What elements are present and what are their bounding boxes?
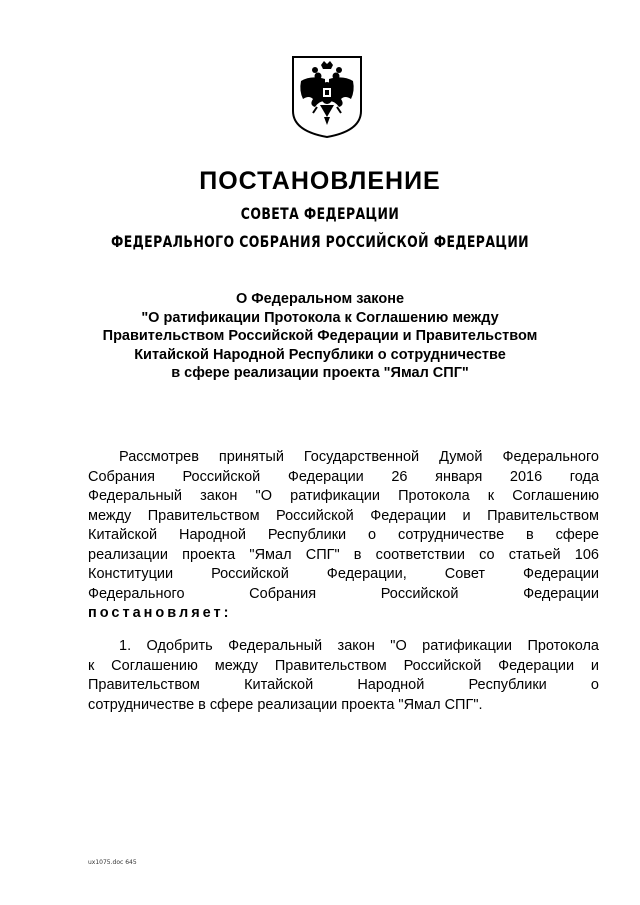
paragraph-line: Рассмотрев принятый Государственной Думой Федерального [119,449,599,465]
paragraph-line: 1. Одобрить Федеральный закон "О ратификации Протокола [119,638,599,654]
issuer-line-2: ФЕДЕРАЛЬНОГО СОБРАНИЯ РОССИЙСКОЙ ФЕДЕРАЦИИ [110,232,530,251]
issuer-line-1: СОВЕТА ФЕДЕРАЦИИ [240,204,400,223]
coat-of-arms-icon [291,55,363,139]
paragraph-line: Собрания Российской Федерации 26 января 2016 года [88,468,599,485]
paragraph-line: Правительством Китайской Народной Республики о [88,677,599,693]
subject-line: в сфере реализации проекта "Ямал СПГ" [171,365,469,381]
subject-line: Китайской Народной Республики о сотрудничестве [134,346,506,363]
paragraph-line: Конституции Российской Федерации, Совет Федерации [88,566,599,582]
paragraph-line: между Правительством Российской Федерации и Правительством [88,507,599,524]
paragraph-line: сотрудничестве в сфере реализации проекта "Ямал СПГ". [88,696,483,713]
preamble-paragraph [88,448,599,624]
resolution-subject [100,290,540,383]
subject-line: "О ратификации Протокола к Соглашению между [141,309,499,326]
subject-line: О Федеральном законе [235,291,405,307]
resolves-word: постановляет: [88,605,232,621]
paragraph-line: Федерального Собрания Российской Федерации [88,585,599,602]
document-title: ПОСТАНОВЛЕНИЕ [199,167,441,195]
paragraph-line: Федеральный закон "О ратификации Протокола к Соглашению [88,488,599,504]
paragraph-line: реализации проекта "Ямал СПГ" в соответствии со статьей 106 [88,546,599,563]
clause-1-paragraph [88,637,599,715]
paragraph-line: Китайской Народной Республики о сотрудничестве в сфере [88,527,599,543]
subject-line: Правительством Российской Федерации и Правительством [102,328,538,344]
paragraph-line: к Соглашению между Правительством Российской Федерации и [88,657,599,674]
file-reference: ux1075.doc 645 [88,859,137,866]
